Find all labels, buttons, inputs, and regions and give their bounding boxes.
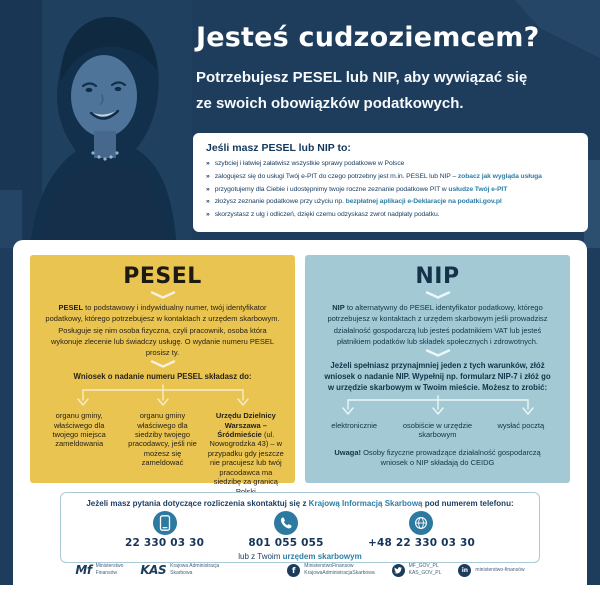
facebook-handles: MinisterstwoFinansow KrajowaAdministracjaSkarbowa [304,563,375,576]
bullet-text: szybciej i łatwiej załatwisz wszystkie sprawy podatkowe w Polsce [214,160,405,167]
branch-arrows-icon [55,384,271,410]
info-box-title: Jeśli masz PESEL lub NIP to: [206,142,351,154]
subtitle-line-1: Potrzebujesz PESEL lub NIP, aby wywiązać się [196,69,528,86]
nip-title: NIP [415,264,460,289]
branch-arrows-icon [324,395,552,419]
twitter-icon [392,564,405,577]
pesel-submit-heading: Wniosek o nadanie numeru PESEL składasz do: [73,372,252,382]
link-twoj-e-pit[interactable]: usłudze Twój e-PIT [448,185,508,193]
linkedin-profile[interactable] [458,564,524,577]
main-card [13,240,587,585]
phone-item [368,511,475,549]
pesel-title: PESEL [123,264,202,289]
facebook-icon: f [287,564,300,577]
linkedin-icon: in [458,564,471,577]
logo-label: Ministerstwo Finansów [95,563,124,576]
globe-icon [409,511,433,535]
chevron-down-icon [425,291,451,299]
bullet-text: skorzystasz z ulg i odliczeń, dzięki czemu odzyskasz zwrot nadpłaty podatku. [214,211,440,219]
list-item [206,186,575,195]
page-title: Jesteś cudzoziemcem? [196,22,540,53]
nip-option-in-person: osobiście w urzędzie skarbowym [402,420,473,440]
phone-number: 22 330 03 30 [125,537,205,549]
list-item [206,173,575,182]
bottom-strip [0,585,600,600]
logo-ministerstwo-finansow [75,563,123,577]
pesel-option-1: organu gminy, właściwego dla twojego miejsca zameldowania [52,411,106,449]
header [196,22,588,118]
kis-link: Krajową Informacją Skarbową [308,499,423,508]
info-box [193,133,588,232]
nip-submit-heading: Jeżeli spełniasz przynajmniej jeden z tych warunków, złóż wniosek o nadanie NIP. Wypełnij np. formularz NIP-7 i złóż go w urzędzie skarbowym w Twoim mieście. Możesz to zrobić: [324,361,551,392]
mobile-phone-icon [153,511,177,535]
bullet-marker-icon: » [206,198,210,206]
nip-options [316,421,559,440]
contact-outro: lub z Twoim urzędem skarbowym [238,552,362,561]
bullet-marker-icon: » [206,160,210,167]
phone-numbers-row [69,508,531,549]
link-e-deklaracje[interactable]: bezpłatnej aplikacji e-Deklaracje na podatki.gov.pl [345,198,502,206]
mf-logo-icon: Mf [75,563,92,577]
nip-description: NIP to alternatywny do PESEL identyfikator podatkowy, którego potrzebujesz w kontaktach z urzędem skarbowym jeśli prowadzisz działalność gospodarczą lub jesteś podatnikiem VAT lub jesteś płatnikiem podatków lub składek społecznych i zdrowotnych. [327,303,548,346]
chevron-down-icon [150,291,176,299]
panels-row [30,255,570,487]
pesel-option-3: Urzędu Dzielnicy Warszawa – Śródmieście (ul. Nowogrodzka 43) – w przypadku gdy jeszcze nie pracujesz lub twój pracodawca ma siedzibę za granicą [207,411,284,487]
twitter-handles: MF_GOV_PL KAS_GOV_PL [408,563,442,576]
logo-label: Krajowa Administracja Skarbowa [170,563,220,576]
page-subtitle [196,65,588,118]
bullet-marker-icon: » [206,211,210,219]
link-zobacz-usluga[interactable]: zobacz jak wygląda usługa [457,172,542,180]
subtitle-line-2: ze swoich obowiązków podatkowych. [196,95,464,113]
pesel-description: PESEL to podstawowy i indywidualny numer, twój identyfikator podatkowy, którego potrzebujesz w kontaktach z urzędem skarbowym. Posługuje się nim osoba fizyczna, czyli pracownik, osoba która wykonuje zlecenie lub świadczy usługę. O wydanie numeru PESEL prosisz ty. [45,303,280,357]
contact-box [60,492,540,563]
logo-kas [140,563,219,577]
list-item [206,211,575,220]
nip-option-electronic: elektronicznie [331,420,378,430]
pesel-option-2: organu gminy właściwego dla siedziby twojego pracodawcy, jeśli nie możesz się zameldować [128,411,197,468]
bullet-text: zalogujesz się do usługi Twój e-PIT do czego potrzebny jest m.in. PESEL lub NIP – zobacz jak wygląda usługa [214,172,542,180]
facebook-profile[interactable] [287,563,374,577]
chevron-down-icon [150,360,176,368]
list-item [206,198,575,207]
phone-item [125,511,204,549]
phone-number: +48 22 330 03 30 [367,537,475,549]
nip-panel [305,255,570,483]
contact-intro: Jeżeli masz pytania dotyczące rozliczenia skontaktuj się z Krajową Informacją Skarbową pod numerem telefonu: [86,499,514,508]
phone-number: 801 055 055 [248,537,324,549]
twitter-profile[interactable] [392,563,442,577]
pesel-options [41,411,284,496]
bullet-marker-icon: » [206,185,210,193]
bullet-text: przygotujemy dla Ciebie i udostępnimy twoje roczne zeznanie podatkowe PIT w usłudze Twój e-PIT [214,185,508,193]
bullet-marker-icon: » [206,172,210,180]
footer [13,556,587,584]
nip-note: Uwaga! Osoby fizyczne prowadzące działalność gospodarczą wniosek o NIP składają do CEIDG [334,447,541,468]
kas-logo-icon: KAS [140,563,167,577]
phone-handset-icon [274,511,298,535]
list-item [206,160,575,169]
bullet-text: złożysz zeznanie podatkowe przy użyciu np. bezpłatnej aplikacji e-Deklaracje na podatki.gov.pl [214,198,502,206]
info-bullet-list [206,160,575,220]
chevron-down-icon [425,349,451,357]
phone-item [248,511,323,549]
nip-option-by-post: wysłać pocztą [497,420,545,430]
urzad-skarbowy-link: urzędem skarbowym [282,552,362,561]
pesel-panel [30,255,295,487]
linkedin-handle: ministerstwo-finansów [475,566,525,573]
